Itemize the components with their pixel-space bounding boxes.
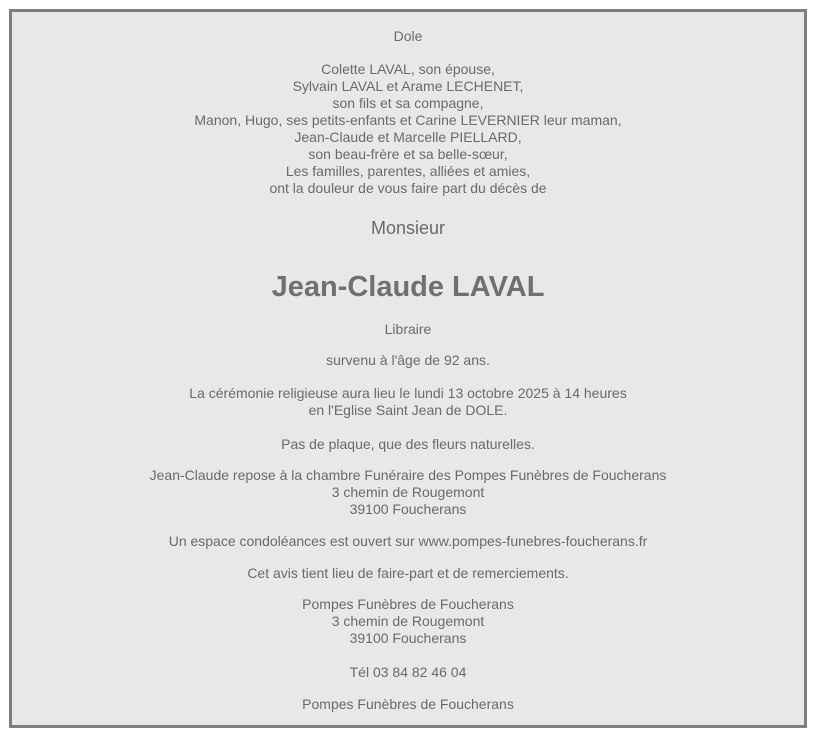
city-heading: Dole bbox=[393, 28, 423, 44]
family-line: son beau-frère et sa belle-sœur, bbox=[308, 146, 508, 162]
notice-note: Cet avis tient lieu de faire-part et de remerciements. bbox=[247, 565, 569, 581]
ceremony-line: La cérémonie religieuse aura lieu le lundi 13 octobre 2025 à 14 heures bbox=[189, 385, 627, 401]
flowers-note: Pas de plaque, que des fleurs naturelles. bbox=[281, 436, 535, 452]
condolences-note: Un espace condoléances est ouvert sur www.pompes-funebres-foucherans.fr bbox=[168, 533, 648, 549]
ceremony-line: en l'Eglise Saint Jean de DOLE. bbox=[308, 402, 508, 418]
family-line: son fils et sa compagne, bbox=[332, 95, 484, 111]
family-line: Jean-Claude et Marcelle PIELLARD, bbox=[294, 129, 522, 145]
signature: Pompes Funèbres de Foucherans bbox=[302, 696, 514, 712]
deceased-name: Jean-Claude LAVAL bbox=[271, 271, 545, 303]
family-line: Sylvain LAVAL et Arame LECHENET, bbox=[292, 78, 524, 94]
funeral-home-line: 39100 Foucherans bbox=[349, 630, 467, 646]
age-line: survenu à l'âge de 92 ans. bbox=[326, 352, 490, 368]
rest-place-line: 3 chemin de Rougemont bbox=[331, 484, 485, 500]
funeral-home-line: Pompes Funèbres de Foucherans bbox=[302, 596, 514, 612]
rest-place-line: Jean-Claude repose à la chambre Funéraire des Pompes Funèbres de Foucherans bbox=[149, 467, 667, 483]
family-line: Colette LAVAL, son épouse, bbox=[321, 61, 495, 77]
family-line: Les familles, parentes, alliées et amies, bbox=[285, 163, 531, 179]
profession: Libraire bbox=[384, 321, 432, 337]
family-line: Manon, Hugo, ses petits-enfants et Carine LEVERNIER leur maman, bbox=[194, 112, 622, 128]
honorific: Monsieur bbox=[370, 218, 446, 238]
obituary-notice bbox=[9, 9, 807, 728]
family-line: ont la douleur de vous faire part du décès de bbox=[269, 180, 547, 196]
funeral-home-line: 3 chemin de Rougemont bbox=[331, 613, 485, 629]
rest-place-line: 39100 Foucherans bbox=[349, 501, 467, 517]
phone-number: Tél 03 84 82 46 04 bbox=[349, 664, 467, 680]
